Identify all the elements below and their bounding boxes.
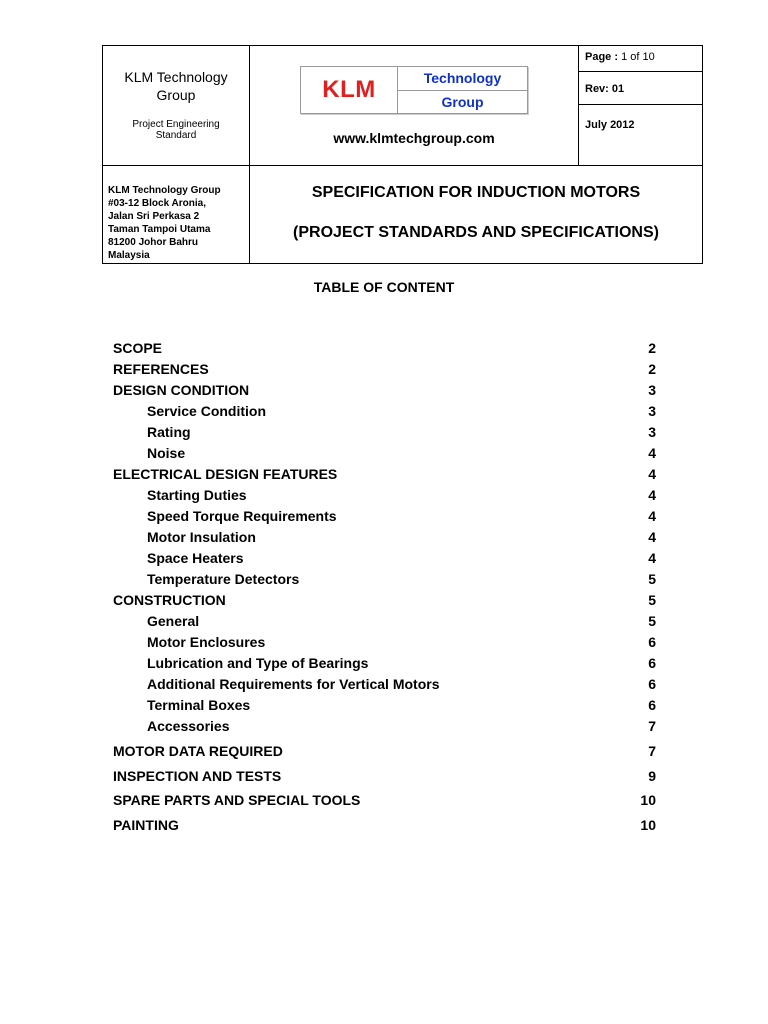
toc-entry-page: 5 — [648, 592, 656, 608]
logo-cell — [250, 46, 579, 166]
toc-entry-label: Starting Duties — [147, 487, 247, 503]
company-logo — [300, 66, 528, 114]
toc-entry-page: 10 — [640, 792, 656, 808]
toc-entry[interactable] — [113, 674, 658, 694]
toc-entry-label: Service Condition — [147, 403, 267, 419]
toc-entry[interactable] — [113, 653, 658, 673]
toc-entry-page: 3 — [648, 424, 656, 440]
toc-entry-label: Noise — [147, 445, 186, 461]
address-line: 81200 Johor Bahru — [108, 237, 199, 248]
toc-entry-label: General — [147, 613, 200, 629]
title-line-2: (PROJECT STANDARDS AND SPECIFICATIONS) — [293, 224, 659, 241]
toc-entry-label: Motor Insulation — [147, 529, 256, 545]
issue-date: July 2012 — [585, 119, 635, 131]
toc-entry[interactable] — [113, 695, 658, 715]
toc-entry-page: 5 — [648, 613, 656, 629]
address-line: #03-12 Block Aronia, — [108, 198, 207, 209]
toc-entry-label: CONSTRUCTION — [113, 592, 226, 608]
toc-entry[interactable] — [113, 790, 658, 810]
toc-entry-page: 4 — [648, 487, 656, 503]
toc-entry-page: 2 — [648, 340, 656, 356]
toc-entry[interactable] — [113, 422, 658, 442]
toc-entry[interactable] — [113, 338, 658, 358]
toc-entry[interactable] — [113, 716, 658, 736]
toc-entry-label: Lubrication and Type of Bearings — [147, 655, 369, 671]
toc-entry[interactable] — [113, 766, 658, 786]
toc-entry-label: SPARE PARTS AND SPECIAL TOOLS — [113, 792, 361, 808]
toc-entry-label: DESIGN CONDITION — [113, 382, 250, 398]
toc-entry-label: Additional Requirements for Vertical Motors — [147, 676, 440, 692]
toc-entry-page: 6 — [648, 697, 656, 713]
address-line: KLM Technology Group — [108, 185, 221, 196]
toc-entry-page: 5 — [648, 571, 656, 587]
toc-entry[interactable] — [113, 741, 658, 761]
toc-entry-page: 2 — [648, 361, 656, 377]
toc-entry-label: SCOPE — [113, 340, 163, 356]
toc-entry-page: 3 — [648, 382, 656, 398]
toc-entry[interactable] — [113, 548, 658, 568]
document-title — [250, 166, 703, 264]
toc-entry-label: ELECTRICAL DESIGN FEATURES — [113, 466, 338, 482]
address-line: Taman Tampoi Utama — [108, 224, 211, 235]
toc-entry-page: 4 — [648, 550, 656, 566]
company-subtitle: Project Engineering Standard — [132, 119, 220, 141]
company-address — [103, 166, 250, 264]
toc-entry[interactable] — [113, 569, 658, 589]
toc-heading: TABLE OF CONTENT — [313, 279, 455, 295]
page-number — [579, 46, 702, 72]
toc-entry-page: 4 — [648, 466, 656, 482]
toc-entry-label: Terminal Boxes — [147, 697, 251, 713]
toc-entry-page: 6 — [648, 634, 656, 650]
toc-entry-page: 9 — [648, 768, 656, 784]
toc-entry-page: 6 — [648, 676, 656, 692]
toc-entry[interactable] — [113, 815, 658, 835]
toc-entry-label: Motor Enclosures — [147, 634, 266, 650]
toc-entry[interactable] — [113, 359, 658, 379]
toc-entry[interactable] — [113, 443, 658, 463]
toc-entry[interactable] — [113, 527, 658, 547]
document-header — [102, 45, 703, 264]
toc-entry[interactable] — [113, 611, 658, 631]
toc-entry-page: 3 — [648, 403, 656, 419]
toc-entry[interactable] — [113, 380, 658, 400]
toc-entry-label: Accessories — [147, 718, 230, 734]
page-label: Page : — [585, 51, 619, 63]
company-cell — [103, 46, 250, 166]
toc-entry[interactable] — [113, 632, 658, 652]
toc-entry-label: INSPECTION AND TESTS — [113, 768, 282, 784]
toc-entry[interactable] — [113, 590, 658, 610]
toc-entry[interactable] — [113, 464, 658, 484]
address-line: Jalan Sri Perkasa 2 — [108, 211, 200, 222]
toc-entry-label: Rating — [147, 424, 191, 440]
page-value: 1 of 10 — [621, 51, 655, 63]
logo-technology: Technology — [398, 67, 527, 91]
title-line-1: SPECIFICATION FOR INDUCTION MOTORS — [311, 184, 641, 201]
toc-entry-label: PAINTING — [113, 817, 179, 833]
toc-entry-page: 7 — [648, 718, 656, 734]
logo-klm: KLM — [301, 67, 398, 113]
toc-entry-page: 4 — [648, 445, 656, 461]
toc-entry[interactable] — [113, 401, 658, 421]
toc-entry-page: 4 — [648, 508, 656, 524]
toc-entry[interactable] — [113, 485, 658, 505]
toc-entry-page: 4 — [648, 529, 656, 545]
revision: Rev: 01 — [579, 72, 702, 105]
toc-entry-label: REFERENCES — [113, 361, 209, 377]
toc-entry[interactable] — [113, 506, 658, 526]
company-name: KLM Technology Group — [124, 69, 228, 103]
toc-entry-page: 6 — [648, 655, 656, 671]
toc-entry-page: 10 — [640, 817, 656, 833]
toc-entry-label: Temperature Detectors — [147, 571, 300, 587]
toc-entry-label: Space Heaters — [147, 550, 244, 566]
toc-entry-label: Speed Torque Requirements — [147, 508, 337, 524]
website-link[interactable]: www.klmtechgroup.com — [333, 130, 495, 146]
meta-cell — [579, 46, 703, 166]
address-line: Malaysia — [108, 250, 150, 261]
logo-group: Group — [441, 93, 484, 110]
toc-entry-page: 7 — [648, 743, 656, 759]
toc-entry-label: MOTOR DATA REQUIRED — [113, 743, 283, 759]
